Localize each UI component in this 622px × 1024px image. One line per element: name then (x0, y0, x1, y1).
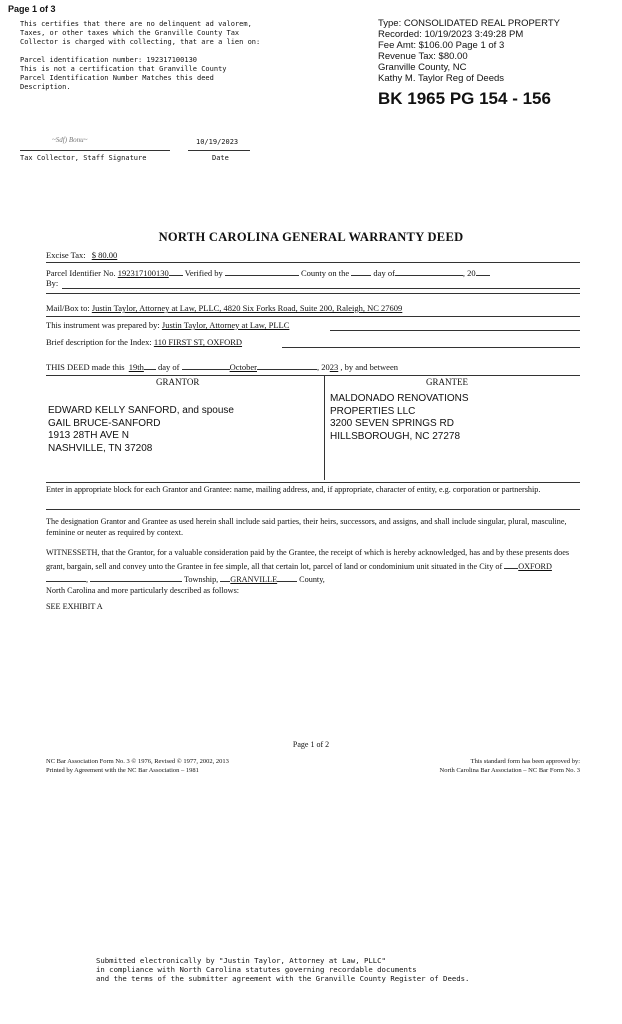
book-page-number: BK 1965 PG 154 - 156 (378, 89, 551, 108)
grantee-street: 3200 SEVEN SPRINGS RD (330, 418, 454, 429)
recording-stamp (378, 18, 560, 84)
witnesseth-text-cont: North Carolina and more particularly described as follows: (46, 585, 240, 595)
page-number: Page 1 of 2 (292, 740, 330, 749)
city-value: OXFORD (518, 561, 552, 571)
year-prefix: , 20 (462, 268, 476, 278)
township-label: Township, (184, 575, 219, 584)
approval-body: North Carolina Bar Association – NC Bar Form No. 3 (439, 767, 580, 774)
tax-cert-line: Taxes, or other taxes which the Granville County Tax (20, 29, 240, 37)
form-number: NC Bar Association Form No. 3 © 1976, Revised © 1977, 2002, 2013 (46, 758, 229, 765)
grantee-name: MALDONADO RENOVATIONS (330, 393, 469, 404)
submission-line: Submitted electronically by "Justin Taylor, Attorney at Law, PLLC" (96, 956, 386, 965)
grantee-city: HILLSBOROUGH, NC 27278 (330, 430, 461, 442)
verified-label: Verified by (184, 268, 223, 278)
signature-date: 10/19/2023 (196, 138, 239, 146)
page-counter: Page 1 of 3 (8, 4, 56, 14)
signature-label: Tax Collector, Staff Signature (20, 154, 147, 162)
divider (46, 316, 580, 317)
divider (46, 293, 580, 294)
mail-label: Mail/Box to: (46, 303, 90, 313)
recording-register: Kathy M. Taylor Reg of Deeds (378, 73, 505, 84)
grantor-name: EDWARD KELLY SANFORD, and spouse (48, 405, 234, 416)
submission-line: and the terms of the submitter agreement with the Granville County Register of Deeds. (96, 974, 470, 983)
grantor-street: 1913 28TH AVE N (48, 430, 129, 441)
recording-date: Recorded: 10/19/2023 3:49:28 PM (378, 29, 524, 40)
county-value: GRANVILLE (230, 575, 278, 584)
prepared-row (46, 320, 289, 331)
made-month: October (229, 362, 257, 372)
tax-cert-line: Collector is charged with collecting, that are a lien on: (20, 38, 261, 46)
enter-instructions: Enter in appropriate block for each Grantor and Grantee: name, mailing address, and, if appropriate, character of entity, e.g. corporation or partnership. (46, 485, 541, 494)
designation-paragraph: The designation Grantor and Grantee as used herein shall include said parties, their heirs, successors, and assigns, and shall include singular, plural, masculine, feminine or neuter as required by context. (46, 517, 567, 537)
mail-row (46, 303, 402, 314)
parcel-row (46, 266, 490, 279)
made-day: 19th (128, 362, 144, 372)
recording-revenue: Revenue Tax: $80.00 (378, 51, 468, 62)
prepared-line (330, 330, 580, 331)
mail-value: Justin Taylor, Attorney at Law, PLLC, 4820 Six Forks Road, Suite 200, Raleigh, NC 27609 (91, 303, 403, 313)
grantor-city: NASHVILLE, TN 37208 (48, 442, 153, 454)
made-label: THIS DEED made this (46, 362, 125, 372)
brief-value: 110 FIRST ST, OXFORD (153, 337, 243, 347)
form-footer-left (46, 757, 229, 775)
grantor-spouse: GAIL BRUCE-SANFORD (48, 417, 161, 429)
date-label: Date (212, 154, 229, 162)
signature-line (20, 150, 170, 151)
by-label: By: (46, 278, 59, 288)
prepared-label: This instrument was prepared by: (46, 320, 160, 330)
day-of-label: day of (373, 268, 395, 278)
excise-value: $ 80.00 (91, 250, 118, 260)
by-line (62, 288, 580, 289)
parcel-label: Parcel Identifier No. (46, 268, 116, 278)
tax-certification (20, 20, 320, 92)
exhibit-reference: SEE EXHIBIT A (46, 602, 103, 611)
form-footer-right (380, 757, 580, 775)
prepared-value: Justin Taylor, Attorney at Law, PLLC (161, 320, 290, 330)
made-year: 23 (329, 362, 339, 372)
tax-cert-line: This certifies that there are no delinquent ad valorem, (20, 20, 252, 28)
county-on-label: County on the (301, 268, 350, 278)
made-day-of: day of (158, 362, 180, 372)
between-label: , by and between (340, 362, 398, 372)
form-printer: Printed by Agreement with the NC Bar Association – 1981 (46, 767, 199, 774)
staff-signature: ~Sdf) Bonu~ (52, 136, 88, 144)
excise-tax-row (46, 250, 580, 261)
witnesseth-text: WITNESSETH, that the Grantor, for a valuable consideration paid by the Grantee, the receipt of which is hereby acknowledged, has and by these presents does grant, bargain, sell and convey unto the Grantee in fee simple, all that certain lot, parcel of land or condominium unit situated in the City of (46, 548, 570, 571)
witnesseth-paragraph: WITNESSETH, that the Grantor, for a valuable consideration paid by the Grantee, the receipt of which is hereby acknowledged, has and by these presents does grant, bargain, sell and convey unto the Grantee in fee simple, all that certain lot, parcel of land or condominium unit situated in the City of OXFORD, Township, GRANVILLE County, North Carolina and more particularly described as follows: (46, 548, 570, 595)
tax-cert-line: Description. (20, 83, 71, 91)
grantee-heading: GRANTEE (426, 377, 468, 387)
year-part: , 20 (317, 362, 330, 372)
deed-made-row (46, 360, 398, 373)
brief-line (282, 347, 580, 348)
county-label: County, (299, 575, 325, 584)
tax-cert-line (20, 47, 320, 56)
grantor-block (48, 405, 234, 455)
grantor-heading: GRANTOR (156, 377, 200, 387)
recording-county: Granville County, NC (378, 62, 467, 73)
recording-type: Type: CONSOLIDATED REAL PROPERTY (378, 18, 560, 29)
grantee-name-cont: PROPERTIES LLC (330, 405, 416, 417)
parcel-value: 192317100130 (117, 268, 169, 278)
date-line (188, 150, 250, 151)
recording-fee: Fee Amt: $106.00 Page 1 of 3 (378, 40, 505, 51)
tax-cert-line: Parcel identification number: 192317100130 (20, 56, 198, 64)
submission-line: in compliance with North Carolina statutes governing recordable documents (96, 965, 417, 974)
submission-notice (96, 956, 469, 983)
tax-cert-line: This is not a certification that Granville County (20, 65, 227, 73)
grantee-block (330, 393, 469, 443)
approval-text: This standard form has been approved by: (470, 758, 580, 765)
tax-cert-line: Parcel Identification Number Matches this deed (20, 74, 214, 82)
divider (46, 509, 580, 510)
divider (46, 262, 580, 263)
deed-title: NORTH CAROLINA GENERAL WARRANTY DEED (158, 230, 464, 244)
brief-row (46, 337, 242, 348)
brief-label: Brief description for the Index: (46, 337, 152, 347)
excise-label: Excise Tax: (46, 250, 86, 260)
party-divider (324, 376, 325, 480)
by-row (46, 278, 58, 289)
